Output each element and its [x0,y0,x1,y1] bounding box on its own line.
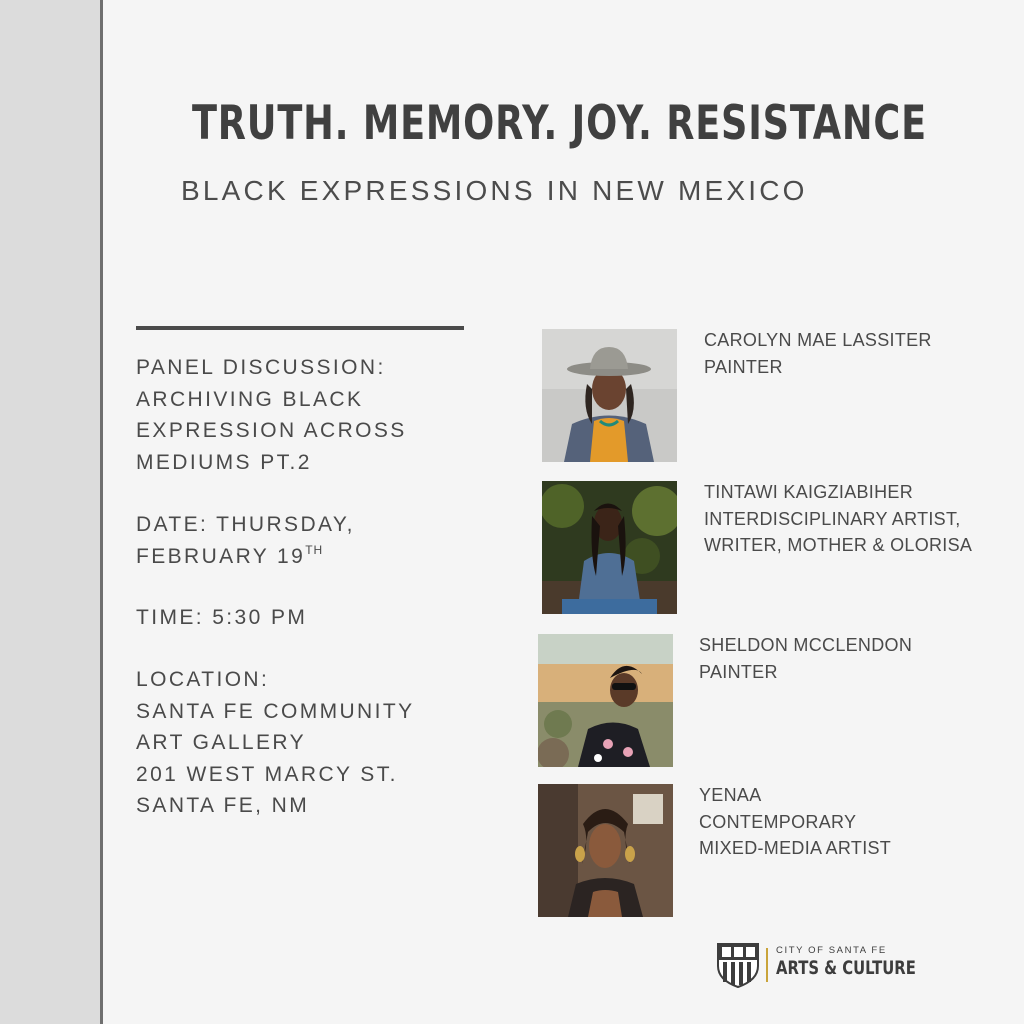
date-suffix: TH [305,542,324,557]
panel-title [136,352,476,478]
panelist-name: TINTAWI KAIGZIABIHER [704,482,914,502]
divider-rule [136,326,464,330]
event-location [136,664,476,822]
city-seal-icon [714,942,762,988]
panelist-role: PAINTER [704,356,783,377]
logo-big-text: ARTS & CULTURE [776,957,916,979]
panelist-photo-1 [542,329,677,462]
panelist-photo-2 [542,481,677,614]
panel-title-line: ARCHIVING BLACK [136,387,364,411]
panelist-name: YENAA [699,785,762,805]
panelist-photo-3 [538,634,673,767]
logo-small-text: CITY OF SANTA FE [776,945,887,956]
page-title: TRUTH. MEMORY. JOY. RESISTANCE [192,96,927,151]
event-time [136,602,476,634]
location-line: SANTA FE, NM [136,794,310,817]
panelist-role: PAINTER [699,661,778,682]
panelist-4 [699,782,891,862]
time-line: TIME: 5:30 PM [136,606,308,629]
city-arts-logo [714,942,934,988]
panel-title-line: PANEL DISCUSSION: [136,356,386,379]
panelist-role: CONTEMPORARY [699,811,857,832]
panelist-photo-4 [538,784,673,917]
panel-title-line: EXPRESSION ACROSS [136,419,407,442]
date-line [136,541,476,573]
page-subtitle: BLACK EXPRESSIONS IN NEW MEXICO [181,175,808,206]
location-line: ART GALLERY [136,731,306,754]
panelist-role: MIXED-MEDIA ARTIST [699,838,892,858]
date-line: DATE: THURSDAY, [136,513,355,536]
panelist-name: CAROLYN MAE LASSITER [704,330,932,350]
panelist-1 [704,327,932,380]
panelist-role: WRITER, MOTHER & OLORISA [704,535,973,555]
event-date [136,509,476,572]
location-label: LOCATION: [136,668,270,691]
location-line: 201 WEST MARCY ST. [136,762,398,786]
panelist-2 [704,479,972,559]
panel-title-line: MEDIUMS PT.2 [136,450,312,474]
left-band [0,0,103,1024]
logo-divider [766,948,768,982]
date-value: FEBRUARY 19 [136,544,306,568]
panelist-role: INTERDISCIPLINARY ARTIST, [704,508,961,529]
location-line: SANTA FE COMMUNITY [136,699,415,723]
panelist-name: SHELDON MCCLENDON [699,635,913,655]
panelist-3 [699,632,912,685]
